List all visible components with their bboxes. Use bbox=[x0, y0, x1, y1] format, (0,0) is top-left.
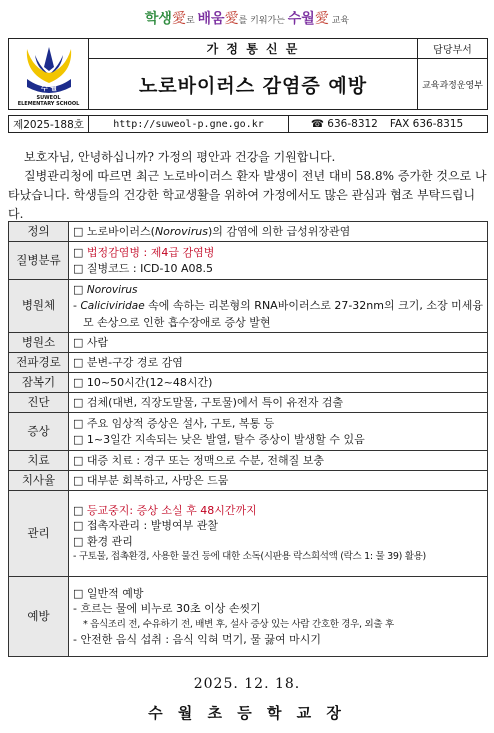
dept-name: 교육과정운영부 bbox=[418, 59, 488, 110]
source-text: 사람 bbox=[86, 335, 109, 349]
route-text: 분변-구강 경로 감염 bbox=[86, 355, 183, 369]
row-value-mortality: □ 대부분 회복하고, 사망은 드뭄 bbox=[69, 471, 488, 491]
prevention-handwash: - 흐르는 물에 비누로 30초 이상 손씻기 bbox=[73, 602, 261, 615]
row-value-pathogen: □ Norovirus - Caliciviridae 속에 속하는 리본형의 RNA바이러스로 27-32nm의 크기, 소장 미세융모 손상으로 인한 흡수장애로 증상 발현 bbox=[69, 280, 488, 333]
row-label-definition: 정의 bbox=[9, 222, 69, 242]
slogan-particle-3: 교육 bbox=[328, 16, 350, 26]
management-contacts: 접촉자관리 : 발병여부 관찰 bbox=[86, 519, 218, 532]
classification-code: 질병코드 : ICD-10 A08.5 bbox=[86, 261, 213, 275]
diagnosis-text: 검체(대변, 직장도말물, 구토물)에서 특이 유전자 검출 bbox=[86, 395, 344, 409]
classification-legal: 법정감염병 : 제4급 감염병 bbox=[86, 246, 215, 259]
school-emblem-icon bbox=[21, 43, 77, 95]
row-label-incubation: 잠복기 bbox=[9, 373, 69, 393]
treatment-text: 대증 치료 : 경구 또는 정맥으로 수분, 전해질 보충 bbox=[86, 453, 324, 467]
prevention-handwash-times: * 음식조리 전, 수유하기 전, 배변 후, 설사 증상 있는 사람 간호한 경우, 외출 후 bbox=[83, 618, 394, 630]
table-row bbox=[9, 451, 488, 471]
row-label-prevention: 예방 bbox=[9, 577, 69, 657]
document-number: 제2025-188호 bbox=[9, 116, 89, 133]
row-value-classification: □ 법정감염병 : 제4급 감염병 □ 질병코드 : ICD-10 A08.5 bbox=[69, 242, 488, 280]
emblem-text: 수 월 bbox=[40, 84, 57, 92]
row-value-definition: □ 노로바이러스(Norovirus)의 감염에 의한 급성위장관염 bbox=[69, 222, 488, 242]
letter-header bbox=[8, 38, 488, 110]
row-value-prevention: □ 일반적 예방 - 흐르는 물에 비누로 30초 이상 손씻기 * 음식조리 전, 수유하기 전, 배변 후, 설사 증상 있는 사람 간호한 경우, 외출 후 - 안전한 음식 섭취 : 음식 익혀 먹기, 물 끓여 마시기 bbox=[69, 577, 488, 657]
logo-school-type: ELEMENTARY SCHOOL bbox=[17, 101, 80, 107]
row-label-symptoms: 증상 bbox=[9, 413, 69, 451]
table-row bbox=[9, 471, 488, 491]
fax-number: FAX 636-8315 bbox=[384, 116, 488, 133]
info-bar bbox=[8, 115, 488, 133]
table-row bbox=[9, 393, 488, 413]
row-value-incubation: □ 10~50시간(12~48시간) bbox=[69, 373, 488, 393]
definition-latin: Norovirus bbox=[154, 224, 208, 238]
row-label-mortality: 치사율 bbox=[9, 471, 69, 491]
slogan-text-learning: 배움 bbox=[197, 11, 225, 27]
slogan-heart-1: 愛 bbox=[171, 11, 186, 27]
table-row bbox=[9, 280, 488, 333]
incubation-text: 10~50시간(12~48시간) bbox=[86, 375, 213, 389]
pathogen-family: Caliciviridae bbox=[80, 300, 145, 313]
greeting-line-1: 보호자님, 안녕하십니까? 가정의 평안과 건강을 기원합니다. bbox=[24, 150, 336, 164]
mortality-text: 대부분 회복하고, 사망은 드뭄 bbox=[86, 473, 229, 487]
table-row bbox=[9, 413, 488, 451]
row-value-management: □ 등교중지: 증상 소실 후 48시간까지 □ 접촉자관리 : 발병여부 관찰 □ 환경 관리 - 구토물, 접촉환경, 사용한 물건 등에 대한 소독(시판용 락스희석액 (락스 1: 물 39) 활용) bbox=[69, 491, 488, 577]
pathogen-name: Norovirus bbox=[86, 283, 138, 296]
row-label-source: 병원소 bbox=[9, 333, 69, 353]
slogan-text-suweol: 수월 bbox=[287, 11, 315, 27]
info-table bbox=[8, 221, 488, 657]
school-slogan bbox=[0, 8, 494, 28]
table-row bbox=[9, 491, 488, 577]
greeting-line-2: 질병관리청에 따르면 최근 노로바이러스 환자 발생이 전년 대비 58.8% 증가한 것으로 나타났습니다. 학생들의 건강한 학교생활을 위하여 가정에서도 많은 관심과 협조 부탁드립니다. bbox=[8, 169, 487, 221]
row-label-pathogen: 병원체 bbox=[9, 280, 69, 333]
slogan-heart-2: 愛 bbox=[224, 11, 239, 27]
table-row bbox=[9, 577, 488, 657]
slogan-heart-3: 愛 bbox=[314, 11, 329, 27]
issue-date: 2025. 12. 18. bbox=[193, 676, 301, 692]
management-disinfection: - 구토물, 접촉환경, 사용한 물건 등에 대한 소독(시판용 락스희석액 (락스 1: 물 39) 활용) bbox=[73, 551, 426, 562]
page-title: 노로바이러스 감염증 예방 bbox=[89, 59, 418, 110]
logo-school-name: SUWEOL bbox=[36, 95, 61, 101]
management-environment: 환경 관리 bbox=[86, 534, 133, 548]
document-type: 가 정 통 신 문 bbox=[89, 39, 418, 59]
row-value-source: □ 사람 bbox=[69, 333, 488, 353]
dept-label: 담당부서 bbox=[418, 39, 488, 59]
table-row bbox=[9, 222, 488, 242]
pathogen-description: 속에 속하는 리본형의 RNA바이러스로 27-32nm의 크기, 소장 미세융모 손상으로 인한 흡수장애로 증상 발현 bbox=[83, 299, 483, 329]
symptoms-main: 주요 임상적 증상은 설사, 구토, 복통 등 bbox=[86, 417, 275, 430]
prevention-general: 일반적 예방 bbox=[86, 586, 144, 600]
row-value-treatment: □ 대증 치료 : 경구 또는 정맥으로 수분, 전해질 보충 bbox=[69, 451, 488, 471]
row-value-symptoms: □ 주요 임상적 증상은 설사, 구토, 복통 등 □ 1~3일간 지속되는 낮은 발열, 탈수 증상이 발생할 수 있음 bbox=[69, 413, 488, 451]
slogan-text-student: 학생 bbox=[144, 11, 172, 27]
slogan-particle-1: 로 bbox=[185, 16, 198, 26]
table-row bbox=[9, 353, 488, 373]
slogan-particle-2: 를 키워가는 bbox=[238, 16, 288, 26]
table-row bbox=[9, 333, 488, 353]
row-label-diagnosis: 진단 bbox=[9, 393, 69, 413]
row-label-treatment: 치료 bbox=[9, 451, 69, 471]
row-value-route: □ 분변-구강 경로 감염 bbox=[69, 353, 488, 373]
symptoms-detail: 1~3일간 지속되는 낮은 발열, 탈수 증상이 발생할 수 있음 bbox=[86, 432, 365, 446]
greeting bbox=[8, 148, 488, 224]
phone-number: ☎ 636-8312 bbox=[289, 116, 384, 133]
school-url-link[interactable]: http://suweol-p.gne.go.kr bbox=[89, 116, 289, 133]
row-value-diagnosis: □ 검체(대변, 직장도말물, 구토물)에서 특이 유전자 검출 bbox=[69, 393, 488, 413]
prevention-food: - 안전한 음식 섭취 : 음식 익혀 먹기, 물 끓여 마시기 bbox=[73, 633, 322, 646]
row-label-route: 전파경로 bbox=[9, 353, 69, 373]
management-school-stop: 등교중지: 증상 소실 후 48시간까지 bbox=[86, 503, 257, 517]
table-row bbox=[9, 242, 488, 280]
row-label-classification: 질병분류 bbox=[9, 242, 69, 280]
definition-text-post: )의 감염에 의한 급성위장관염 bbox=[207, 224, 351, 238]
school-logo bbox=[9, 39, 89, 110]
table-row bbox=[9, 373, 488, 393]
row-label-management: 관리 bbox=[9, 491, 69, 577]
definition-text-pre: 노로바이러스( bbox=[86, 224, 155, 238]
school-principal-signature: 수 월 초 등 학 교 장 bbox=[148, 704, 346, 722]
